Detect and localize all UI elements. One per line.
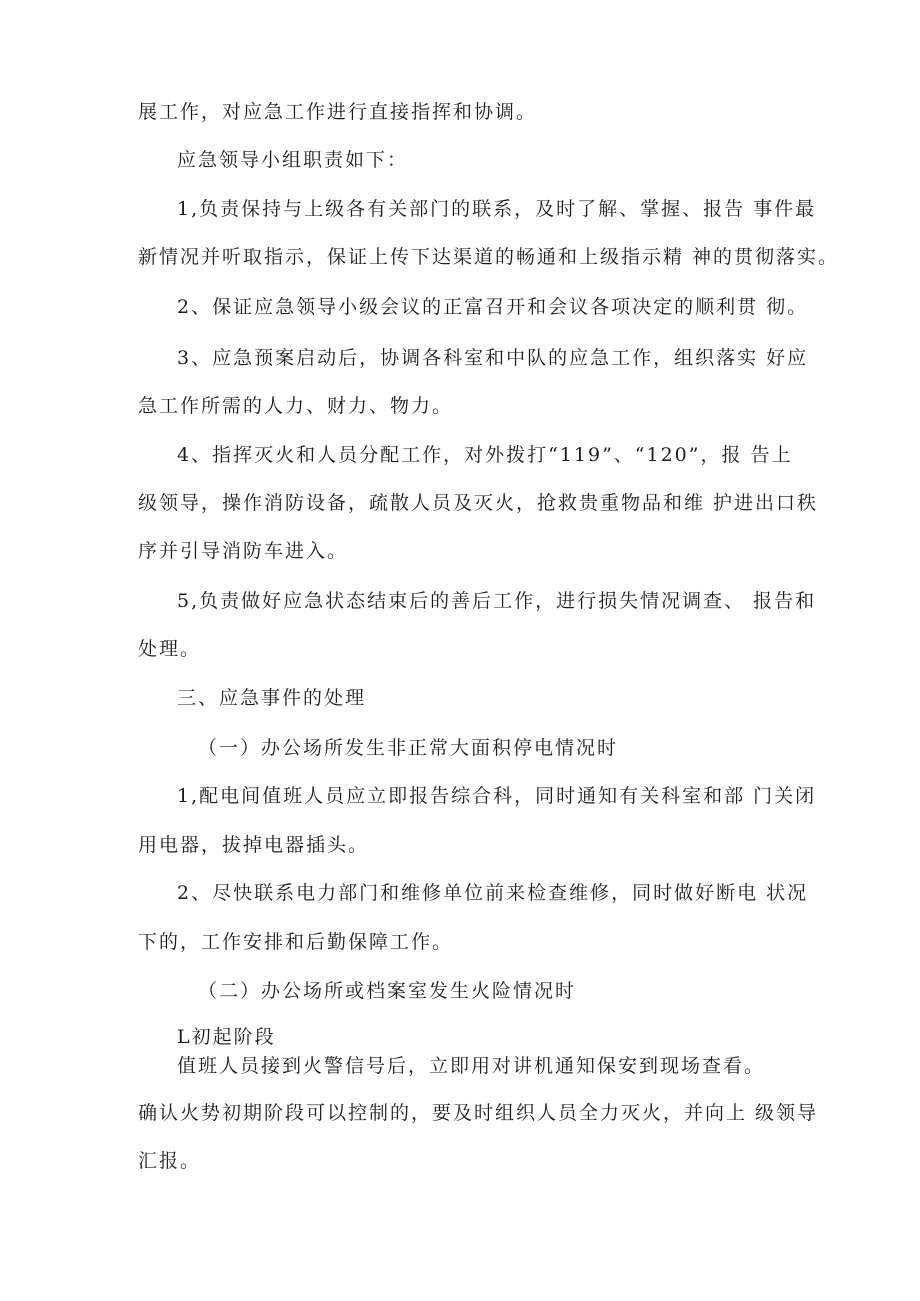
body-line-1: 展工作，对应急工作进行直接指挥和协调。	[138, 101, 538, 123]
duty-item-5-cont: 处理。	[138, 638, 202, 660]
duty-item-1-cont: 新情况并听取指示，保证上传下达渠道的畅通和上级指示精 神的贯彻落实。	[138, 246, 840, 268]
duty-item-1: 1,负责保持与上级各有关部门的联系，及时了解、掌握、报告 事件最	[177, 198, 817, 220]
duty-item-4-cont-1: 级领导，操作消防设备，疏散人员及灭火，抢救贵重物品和维 护进出口秩	[138, 492, 819, 514]
stage-heading: L初起阶段	[177, 1026, 276, 1048]
power-item-2-cont: 下的，工作安排和后勤保障工作。	[138, 931, 454, 953]
duty-item-4: 4、指挥灭火和人员分配工作，对外拨打“119”、“120”，报 告上	[177, 444, 793, 466]
power-item-1: 1,配电间值班人员应立即报告综合科，同时通知有关科室和部 门关闭	[177, 785, 817, 807]
power-item-2: 2、尽快联系电力部门和维修单位前来检查维修，同时做好断电 状况	[177, 882, 809, 904]
duty-item-2: 2、保证应急领导小级会议的正富召开和会议各项决定的顺利贯 彻。	[177, 296, 809, 318]
duty-item-5: 5,负责做好应急状态结束后的善后工作，进行损失情况调查、 报告和	[177, 590, 817, 612]
section-heading-3: 三、应急事件的处理	[177, 687, 367, 709]
section-heading-duties: 应急领导小组职责如下：	[177, 149, 409, 171]
subsection-heading-1: （一）办公场所发生非正常大面积停电情况时	[198, 737, 619, 759]
power-item-1-cont: 用电器，拔掉电器插头。	[138, 834, 370, 856]
duty-item-4-cont-2: 序并引导消防车进入。	[138, 540, 349, 562]
duty-item-3-cont: 急工作所需的人力、财力、物力。	[138, 395, 454, 417]
fire-item-2-cont: 汇报。	[138, 1150, 202, 1172]
fire-item-2: 确认火势初期阶段可以控制的，要及时组织人员全力灭火，并向上 级领导	[138, 1102, 819, 1124]
duty-item-3: 3、应急预案启动后，协调各科室和中队的应急工作，组织落实 好应	[177, 347, 809, 369]
subsection-heading-2: （二）办公场所或档案室发生火险情况时	[198, 980, 577, 1002]
fire-item-1: 值班人员接到火警信号后，立即用对讲机通知保安到现场查看。	[177, 1055, 766, 1077]
